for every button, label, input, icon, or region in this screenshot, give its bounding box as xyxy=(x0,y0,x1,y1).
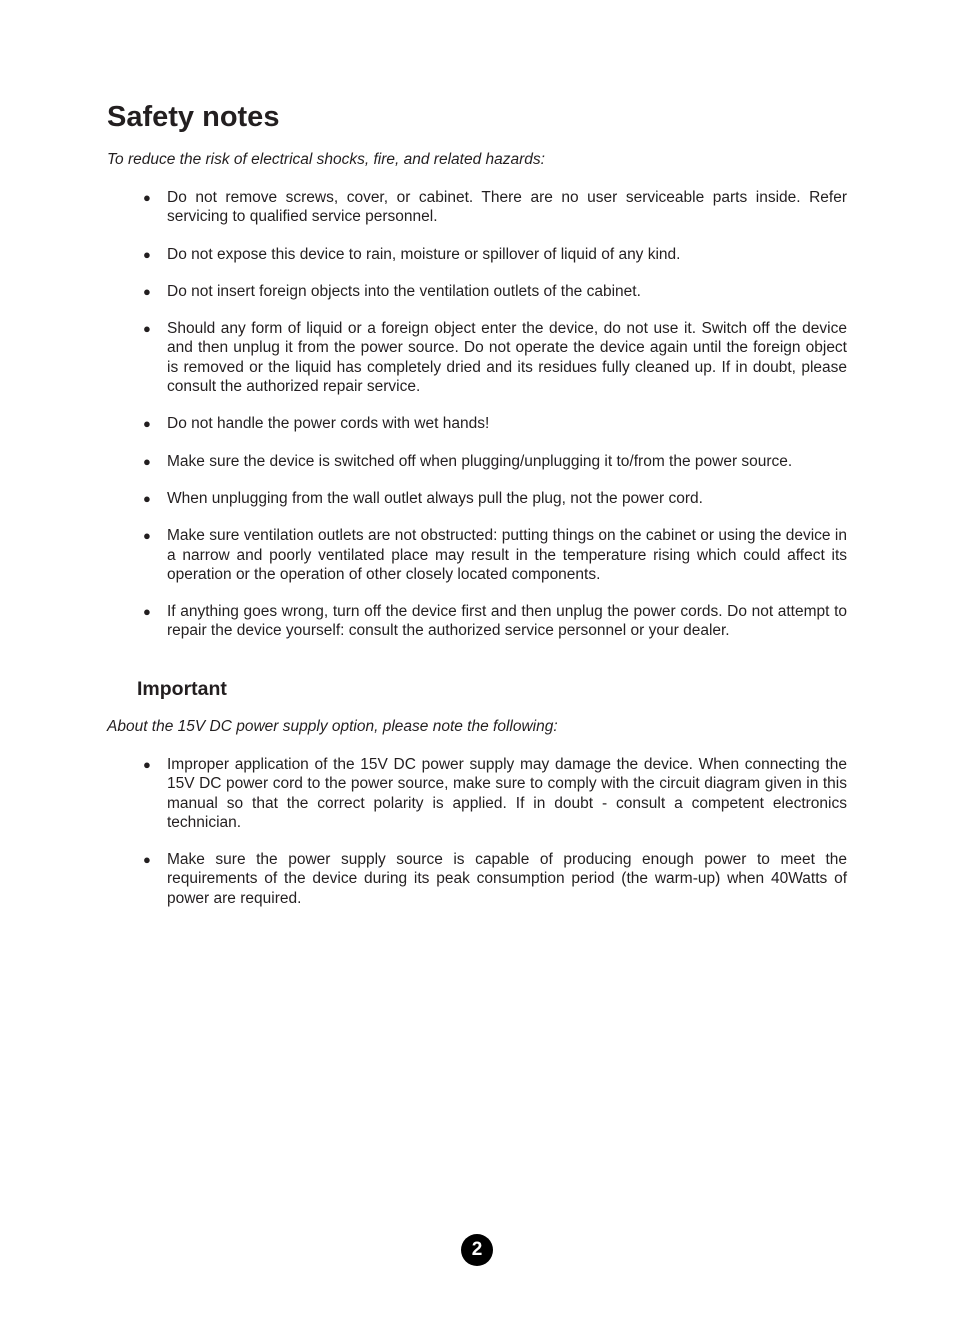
bullet-icon: ● xyxy=(143,321,151,337)
bullet-icon: ● xyxy=(143,190,151,205)
safety-item xyxy=(107,526,847,584)
bullet-icon: ● xyxy=(143,490,151,506)
important-item xyxy=(107,850,847,908)
safety-item-text: If anything goes wrong, turn off the device first and then unplug the power cords. Do not attempt to repair the device yourself: consult the authorized service personnel or your dealer. xyxy=(167,603,847,640)
important-heading: Important xyxy=(137,678,227,700)
safety-list xyxy=(107,188,847,659)
bullet-icon: ● xyxy=(143,604,151,620)
page-title: Safety notes xyxy=(107,101,280,133)
safety-item-text: Do not expose this device to rain, moisture or spillover of liquid of any kind. xyxy=(167,245,681,263)
bullet-icon: ● xyxy=(143,528,151,544)
important-list xyxy=(107,755,847,926)
safety-item xyxy=(107,414,847,433)
safety-item-text: Do not insert foreign objects into the ventilation outlets of the cabinet. xyxy=(167,282,641,300)
bullet-icon: ● xyxy=(143,246,151,262)
important-intro: About the 15V DC power supply option, please note the following: xyxy=(107,718,558,735)
safety-item-text: When unplugging from the wall outlet always pull the plug, not the power cord. xyxy=(167,489,703,507)
safety-item xyxy=(107,489,847,508)
important-item xyxy=(107,755,847,832)
safety-item xyxy=(107,319,847,396)
bullet-icon: ● xyxy=(143,453,151,469)
safety-item-text: Make sure ventilation outlets are not obstructed: putting things on the cabinet or using the device in a narrow and poorly ventilated place may result in the temperature rising which could affect its operation or the operation of other closely located components. xyxy=(167,527,847,583)
safety-item xyxy=(107,245,847,264)
safety-item xyxy=(107,282,847,301)
bullet-icon: ● xyxy=(143,283,151,299)
bullet-icon: ● xyxy=(143,852,151,868)
bullet-icon: ● xyxy=(143,757,151,772)
safety-item xyxy=(107,188,847,227)
safety-item-text: Do not handle the power cords with wet hands! xyxy=(167,415,490,433)
page-number-badge: 2 xyxy=(461,1234,493,1266)
safety-item-text: Should any form of liquid or a foreign object enter the device, do not use it. Switch off the device and then unplug it from the power source. Do not operate the device again until the foreign object is removed or the liquid has completely dried and its residues fully cleaned up. If in doubt, please consult the authorized repair service. xyxy=(167,320,847,396)
important-item-text: Make sure the power supply source is capable of producing enough power to meet the requirements of the device during its peak consumption period (the warm-up) when 40Watts of power are required. xyxy=(167,851,847,907)
bullet-icon: ● xyxy=(143,416,151,432)
safety-item-text: Do not remove screws, cover, or cabinet. There are no user serviceable parts inside. Refer servicing to qualified service personnel. xyxy=(167,189,847,226)
safety-item xyxy=(107,602,847,641)
safety-item xyxy=(107,452,847,471)
safety-item-text: Make sure the device is switched off when plugging/unplugging it to/from the power source. xyxy=(167,452,793,470)
important-item-text: Improper application of the 15V DC power supply may damage the device. When connecting the 15V DC power cord to the power source, make sure to comply with the circuit diagram given in this manual so that the correct polarity is applied. If in doubt - consult a competent electronics technician. xyxy=(167,756,847,831)
safety-intro: To reduce the risk of electrical shocks, fire, and related hazards: xyxy=(107,151,545,168)
